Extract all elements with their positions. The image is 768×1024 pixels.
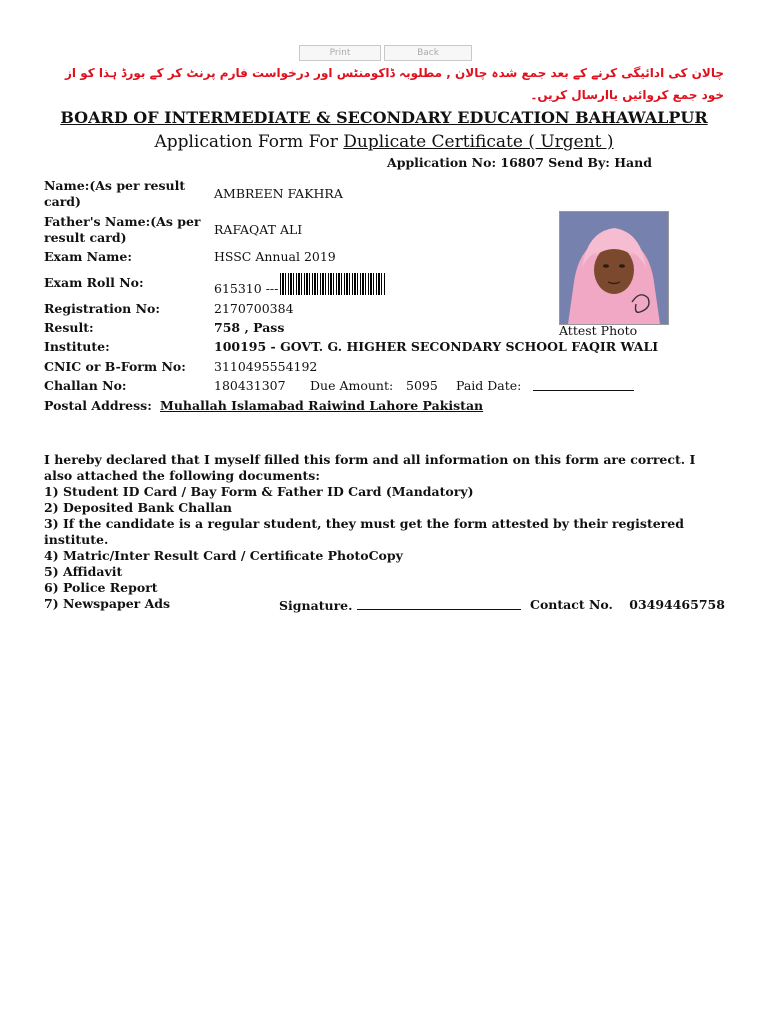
contact-value: 03494465758: [629, 597, 725, 612]
institute-label: Institute:: [44, 339, 110, 354]
postal-address-value: Muhallah Islamabad Raiwind Lahore Pakistan: [160, 398, 484, 413]
applicant-photo: [559, 211, 669, 325]
exam-name-label: Exam Name:: [44, 249, 132, 264]
attest-photo-caption: Attest Photo: [559, 323, 638, 338]
document-item: 1) Student ID Card / Bay Form & Father ID Card (Mandatory): [44, 484, 474, 499]
signature-line: [357, 597, 521, 610]
challan-value: 180431307: [214, 378, 286, 393]
back-button[interactable]: Back: [384, 45, 472, 61]
roll-no-label: Exam Roll No:: [44, 275, 144, 290]
name-value: AMBREEN FAKHRA: [214, 186, 343, 201]
declaration: [44, 452, 724, 612]
application-number: Application No: 16807 Send By: Hand: [387, 155, 652, 170]
name-label: Name:(As per result card): [44, 178, 186, 209]
contact-label: Contact No.: [530, 597, 613, 612]
document-item: 2) Deposited Bank Challan: [44, 500, 233, 515]
exam-name-value: HSSC Annual 2019: [214, 249, 336, 264]
roll-no-value: 615310 ---: [214, 281, 279, 296]
barcode: [280, 273, 386, 295]
cnic-value: 3110495554192: [214, 359, 318, 374]
signature: [279, 597, 521, 613]
document-item: 6) Police Report: [44, 580, 158, 595]
form-prefix: Application Form For: [154, 132, 338, 152]
document-item: 7) Newspaper Ads: [44, 596, 171, 611]
contact: [530, 597, 725, 612]
father-name-label: Father's Name:(As per result card): [44, 214, 201, 245]
institute-value: 100195 - GOVT. G. HIGHER SECONDARY SCHOOL FAQIR WALI: [214, 339, 659, 354]
document-item: 3) If the candidate is a regular student, they must get the form attested by their registered institute.: [44, 516, 684, 547]
due-amount-label: Due Amount:: [310, 378, 394, 393]
declaration-text: I hereby declared that I myself filled this form and all information on this form are correct. I also attached the following documents:: [44, 452, 696, 483]
father-name-value: RAFAQAT ALI: [214, 222, 303, 237]
cnic-label: CNIC or B-Form No:: [44, 359, 186, 374]
registration-value: 2170700384: [214, 301, 294, 316]
postal-address-label: Postal Address:: [44, 398, 152, 413]
print-button[interactable]: Print: [299, 45, 381, 61]
board-title: BOARD OF INTERMEDIATE & SECONDARY EDUCATION BAHAWALPUR: [60, 108, 708, 127]
document-item: 4) Matric/Inter Result Card / Certificate PhotoCopy: [44, 548, 403, 563]
paid-date-label: Paid Date:: [456, 378, 522, 393]
registration-label: Registration No:: [44, 301, 161, 316]
paid-date-line: [533, 378, 634, 395]
due-amount-value: 5095: [406, 378, 438, 393]
signature-label: Signature.: [279, 598, 353, 613]
form-type: Duplicate Certificate ( Urgent ): [343, 132, 614, 152]
challan-label: Challan No:: [44, 378, 127, 393]
urdu-notice: چالان کی ادائیگی کرنے کے بعد جمع شدہ چالان , مطلوبہ ڈاکومنٹس اور درخواست فارم پرنٹ کر کے بورڈ ہذا کو از خود جمع کروائیں یاارسال کریں۔: [65, 66, 724, 102]
form-title: [0, 132, 768, 152]
document-item: 5) Affidavit: [44, 564, 123, 579]
result-value: 758 , Pass: [214, 320, 285, 335]
result-label: Result:: [44, 320, 94, 335]
